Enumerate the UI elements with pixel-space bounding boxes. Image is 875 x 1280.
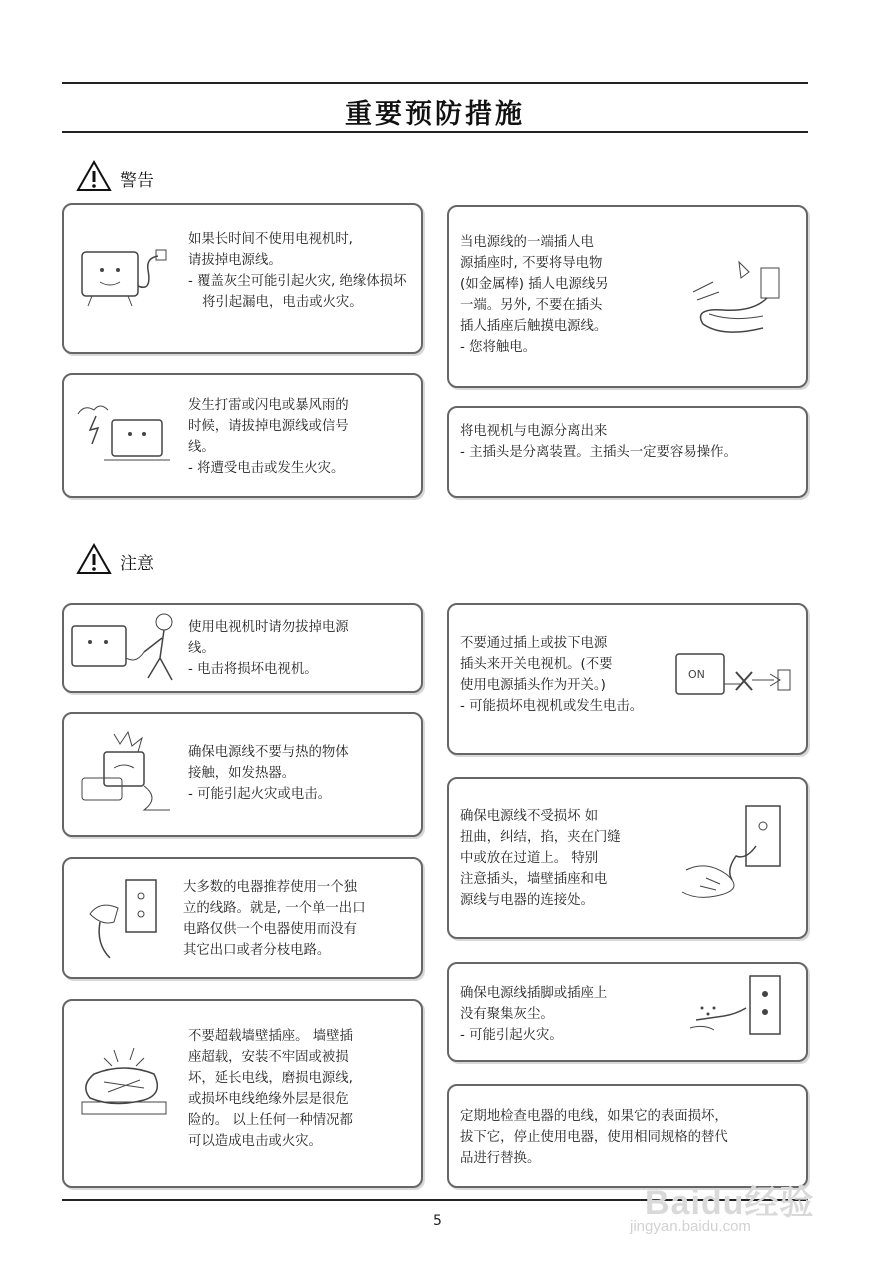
text-line: 源插座时, 不要将导电物 (460, 256, 603, 271)
text-line: 扭曲，纠结，掐，夹在门缝 (460, 830, 621, 845)
text-line: 险的。 以上任何一种情况都 (188, 1113, 353, 1128)
watermark-brand: Baidu经验 (645, 1184, 815, 1222)
text-line: 电路仅供一个电器使用而没有 (183, 922, 358, 937)
tv-switch-illustration (674, 650, 794, 710)
text-line: 确保电源线插脚或插座上 (460, 986, 608, 1001)
text-line: 注意插头，墙壁插座和电 (460, 872, 608, 887)
top-rule (62, 82, 808, 84)
warning-separate-text (460, 421, 800, 463)
tv-screen-label: ON (688, 668, 705, 681)
tv-unplug-illustration (78, 240, 173, 312)
caution-circuit-text (183, 877, 415, 961)
text-line: 线。 (188, 440, 215, 455)
text-line: 座超载，安装不牢固或被损 (188, 1050, 349, 1065)
warning-plug-metal-text (460, 232, 680, 358)
page-title: 重要预防措施 (345, 99, 525, 130)
text-line: 线。 (188, 641, 215, 656)
text-line: 大多数的电器推荐使用一个独 (183, 880, 358, 895)
text-bullet: - 电击将损坏电视机。 (188, 662, 318, 677)
caution-switch-text (460, 633, 670, 717)
heater-illustration (74, 728, 174, 818)
caution-dust-text (460, 983, 670, 1046)
text-line: 插头来开关电视机。(不要 (460, 657, 613, 672)
text-line: 接触，如发热器。 (188, 766, 296, 781)
text-line: 定期地检查电器的电线，如果它的表面损坏， (460, 1109, 728, 1124)
text-bullet: - 覆盖灰尘可能引起火灾, 绝缘体损坏将引起漏电，电击或火灾。 (188, 274, 407, 310)
text-line: 如果长时间不使用电视机时, (188, 232, 353, 247)
warning-thunder-text (188, 395, 413, 479)
plug-metal-illustration (683, 252, 793, 342)
text-bullet: - 将遭受电击或发生火灾。 (188, 461, 345, 476)
text-line: 确保电源线不受损坏 如 (460, 809, 599, 824)
caution-triangle-icon (76, 543, 112, 579)
dusty-outlet-illustration (684, 968, 794, 1048)
text-line: 使用电源插头作为开关。) (460, 678, 606, 693)
caution-use-unplug-text (188, 617, 413, 680)
text-bullet: - 可能损坏电视机或发生电击。 (460, 699, 644, 714)
text-line: 品进行替换。 (460, 1151, 541, 1166)
text-line: 一端。另外, 不要在插头 (460, 298, 603, 313)
text-line: 发生打雷或闪电或暴风雨的 (188, 398, 349, 413)
text-bullet: - 主插头是分离装置。主插头一定要容易操作。 (460, 445, 737, 460)
text-line: 或损坏电线绝缘外层是很危 (188, 1092, 349, 1107)
caution-heading (76, 543, 154, 579)
page-number: 5 (433, 1213, 442, 1229)
warning-label: 警告 (120, 170, 154, 191)
text-line: (如金属棒) 插人电源线另 (460, 277, 609, 292)
caution-heat-text (188, 742, 413, 805)
text-line: 没有聚集灰尘。 (460, 1007, 554, 1022)
text-line: 不要通过插上或拔下电源 (460, 636, 608, 651)
cord-hand-illustration (676, 800, 796, 910)
text-line: 中或放在过道上。 特别 (460, 851, 599, 866)
thunder-tv-illustration (74, 400, 174, 472)
text-line: 插人插座后触摸电源线。 (460, 319, 608, 334)
watermark-url: jingyan.baidu.com (630, 1218, 751, 1235)
text-line: 拔下它，停止使用电器，使用相同规格的替代 (460, 1130, 728, 1145)
text-line: 请拔掉电源线。 (188, 253, 282, 268)
title-underline (62, 131, 808, 133)
text-line: 确保电源线不要与热的物体 (188, 745, 349, 760)
text-line: 将电视机与电源分离出来 (460, 424, 608, 439)
text-line: 可以造成电击或火灾。 (188, 1134, 322, 1149)
warning-triangle-icon (76, 160, 112, 196)
outlet-plug-illustration (80, 874, 170, 964)
text-bullet: - 可能引起火灾。 (460, 1028, 563, 1043)
text-bullet: - 可能引起火灾或电击。 (188, 787, 331, 802)
text-line: 坏，延长电线，磨损电源线, (188, 1071, 353, 1086)
caution-label: 注意 (120, 553, 154, 574)
text-line: 不要超载墙壁插座。 墙壁插 (188, 1029, 353, 1044)
caution-inspect-text (460, 1106, 805, 1169)
text-line: 其它出口或者分枝电路。 (183, 943, 331, 958)
text-line: 立的线路。就是, 一个单一出口 (183, 901, 366, 916)
warning-heading (76, 160, 154, 196)
text-line: 当电源线的一端插人电 (460, 235, 594, 250)
text-line: 时候，请拔掉电源线或信号 (188, 419, 349, 434)
caution-cord-damage-text (460, 806, 660, 911)
warning-unplug-long-text (188, 229, 413, 313)
text-bullet: - 您将触电。 (460, 340, 537, 355)
text-line: 使用电视机时请勿拔掉电源 (188, 620, 349, 635)
caution-overload-text (188, 1026, 413, 1152)
text-line: 源线与电器的连接处。 (460, 893, 594, 908)
overloaded-outlet-illustration (74, 1044, 174, 1124)
tv-person-illustration (68, 608, 183, 688)
